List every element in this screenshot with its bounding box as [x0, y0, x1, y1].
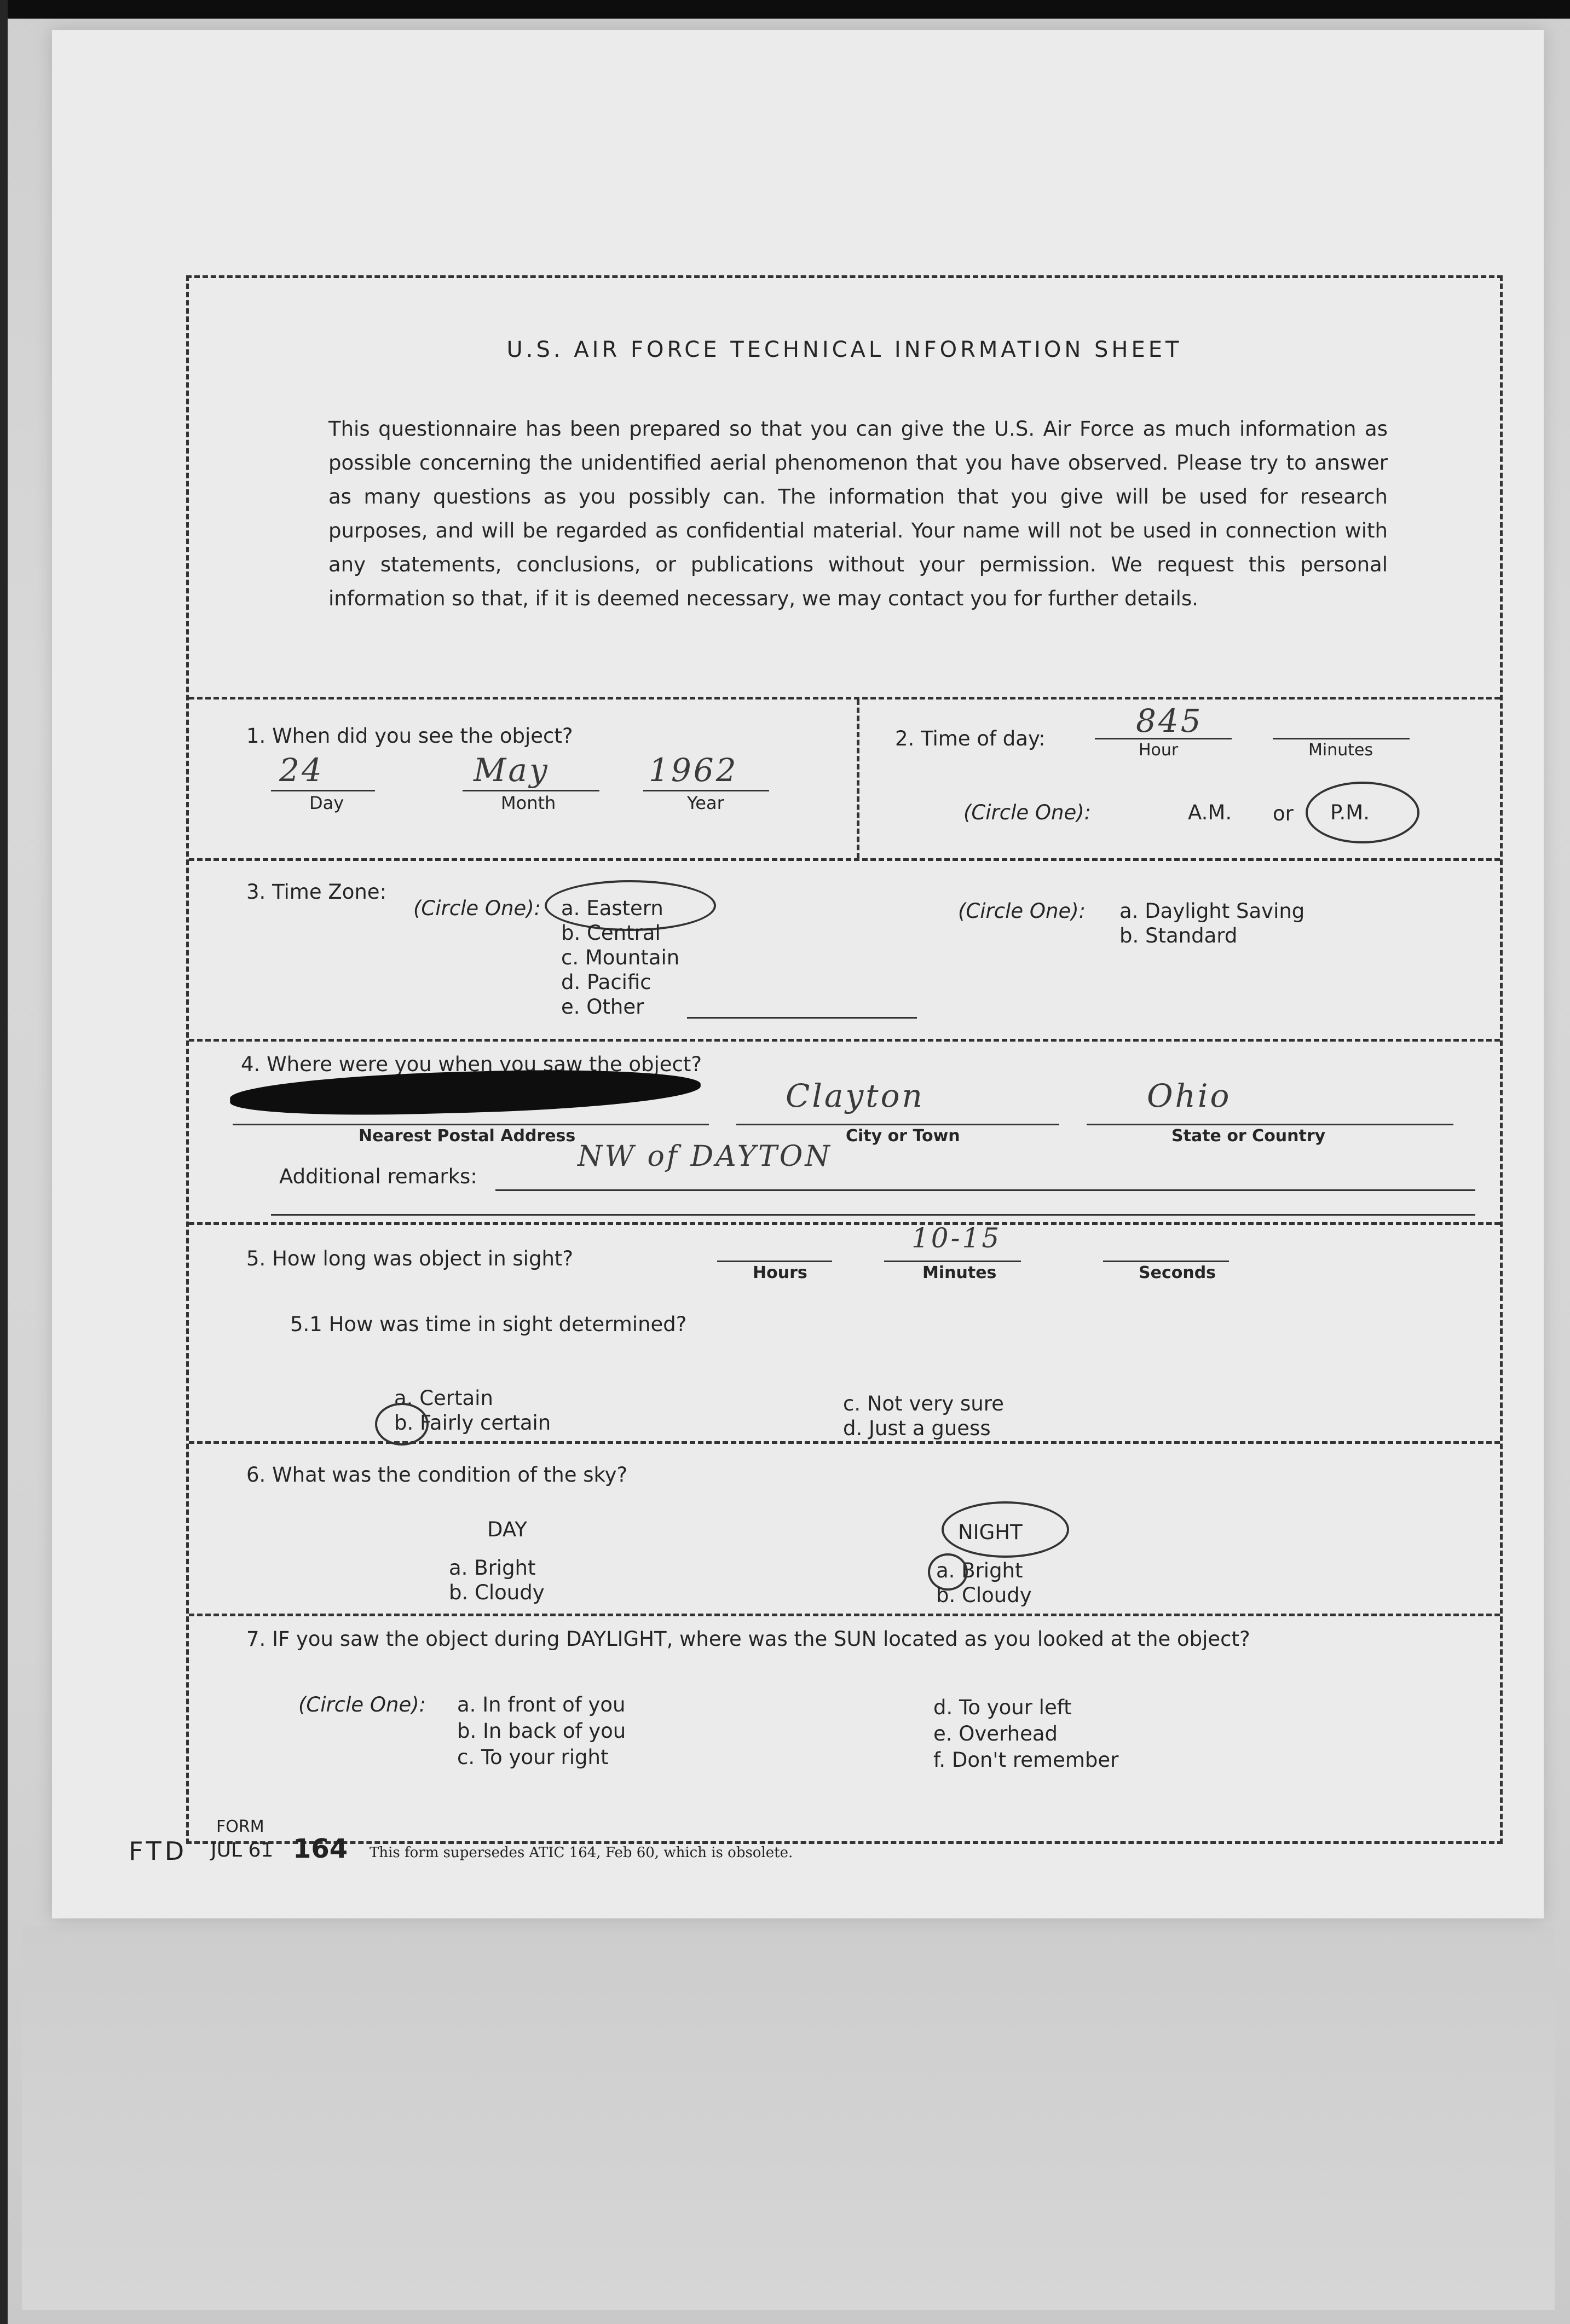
q3-label: 3. Time Zone:	[246, 880, 387, 904]
q6-night-option-bright[interactable]: a. Bright	[936, 1559, 1023, 1582]
q4-city-caption: City or Town	[846, 1126, 960, 1146]
q5-option-not-very-sure[interactable]: c. Not very sure	[843, 1392, 1004, 1415]
q5-option-fairly-certain[interactable]: b. Fairly certain	[394, 1411, 551, 1435]
q4-remarks-line-2	[271, 1214, 1475, 1216]
q5-minutes-caption: Minutes	[922, 1263, 997, 1282]
q4-nearest-caption: Nearest Postal Address	[359, 1126, 576, 1146]
q2-pm-option[interactable]: P.M.	[1330, 801, 1370, 824]
q4-remarks-line	[495, 1189, 1475, 1191]
q1-year-value[interactable]: 1962	[649, 751, 738, 789]
q3-option-mountain[interactable]: c. Mountain	[561, 946, 680, 969]
q7-option-right[interactable]: c. To your right	[457, 1745, 609, 1769]
q2-am-option[interactable]: A.M.	[1188, 801, 1232, 824]
q2-hour-value[interactable]: 845	[1136, 702, 1203, 739]
section-sky-condition	[189, 1441, 1500, 1614]
q3-ds-circle-label: (Circle One):	[958, 899, 1086, 923]
q7-option-in-front[interactable]: a. In front of you	[457, 1693, 626, 1716]
q7-label: 7. IF you saw the object during DAYLIGHT, where was the SUN located as you looked at the object?	[246, 1627, 1250, 1651]
q3-option-pacific[interactable]: d. Pacific	[561, 970, 651, 994]
q4-label: 4. Where were you when you saw the object?	[241, 1053, 702, 1076]
film-edge-top	[0, 0, 1570, 19]
q1-day-line	[271, 790, 375, 791]
q3-option-standard[interactable]: b. Standard	[1119, 924, 1238, 947]
q1-month-caption: Month	[501, 793, 556, 813]
q3-other-line	[687, 1017, 917, 1019]
q5-minutes-line	[884, 1261, 1021, 1262]
q4-city-value[interactable]: Clayton	[786, 1077, 925, 1114]
q2-hour-line	[1095, 738, 1232, 739]
q1-year-line	[643, 790, 769, 791]
footer-form-number: 164	[293, 1834, 348, 1864]
q6-day-option-bright[interactable]: a. Bright	[449, 1556, 536, 1580]
q1-month-value[interactable]: May	[474, 751, 550, 789]
form-sheet	[52, 30, 1544, 1918]
footer-note: This form supersedes ATIC 164, Feb 60, which is obsolete.	[370, 1845, 793, 1861]
q5-option-certain[interactable]: a. Certain	[394, 1386, 493, 1410]
section-location	[189, 1039, 1500, 1222]
q6-day-option-cloudy[interactable]: b. Cloudy	[449, 1581, 545, 1604]
q5-minutes-value[interactable]: 10-15	[911, 1222, 1002, 1254]
q3-option-other[interactable]: e. Other	[561, 995, 644, 1019]
q2-minutes-caption: Minutes	[1308, 741, 1373, 760]
q3-option-daylight-saving[interactable]: a. Daylight Saving	[1119, 899, 1305, 923]
q2-circle-label: (Circle One):	[963, 801, 1092, 824]
q7-option-in-back[interactable]: b. In back of you	[457, 1719, 626, 1743]
q5-seconds-line	[1103, 1261, 1229, 1262]
q3-circle-label: (Circle One):	[413, 897, 541, 920]
q1-month-line	[463, 790, 599, 791]
q1-label: 1. When did you see the object?	[246, 724, 573, 748]
film-edge-left	[0, 0, 8, 2324]
q3-option-central[interactable]: b. Central	[561, 921, 661, 945]
q4-state-caption: State or Country	[1171, 1126, 1326, 1146]
q6-night-circle-mark	[942, 1501, 1069, 1558]
q4-city-line	[736, 1124, 1059, 1125]
q6-night-option-cloudy[interactable]: b. Cloudy	[936, 1583, 1032, 1607]
q2-or: or	[1273, 802, 1294, 825]
q5-seconds-caption: Seconds	[1139, 1263, 1216, 1282]
q7-option-overhead[interactable]: e. Overhead	[933, 1722, 1058, 1745]
q4-state-line	[1087, 1124, 1453, 1125]
q5-hours-caption: Hours	[753, 1263, 807, 1282]
q4-remarks-label: Additional remarks:	[279, 1165, 477, 1188]
q5-fairly-certain-circle-mark	[375, 1403, 429, 1446]
q3-option-eastern[interactable]: a. Eastern	[561, 897, 663, 920]
q4-address-line	[233, 1124, 709, 1125]
q2-hour-caption: Hour	[1139, 741, 1179, 760]
q1-day-caption: Day	[309, 793, 344, 813]
intro-paragraph: This questionnaire has been prepared so that you can give the U.S. Air Force as much information as possible concerning the unidentified aerial phenomenon that you have observed. Please try to answer as many questions as you possibly can. The information that you give will be used for research purposes, and will be regarded as confidential material. Your name will not be used in connection with any statements, conclusions, or publications without your permission. We request this personal information so that, if it is deemed necessary, we may contact you for further details.	[328, 417, 1388, 610]
q4-state-value[interactable]: Ohio	[1147, 1077, 1232, 1114]
q5-option-just-a-guess[interactable]: d. Just a guess	[843, 1417, 991, 1440]
q2-label: 2. Time of day:	[895, 727, 1046, 750]
section-sun-position	[189, 1614, 1500, 1847]
section-date-time	[189, 697, 1500, 858]
q5-label: 5. How long was object in sight?	[246, 1247, 574, 1270]
q7-option-left[interactable]: d. To your left	[933, 1696, 1072, 1719]
q5-hours-line	[717, 1261, 832, 1262]
q2-minutes-line	[1273, 738, 1410, 739]
q1-day-value[interactable]: 24	[279, 751, 324, 789]
footer-form-word: FORM	[216, 1817, 264, 1836]
footer-ftd: FTD	[129, 1836, 188, 1866]
footer-date: JUL 61	[211, 1839, 274, 1861]
section-divider	[857, 699, 859, 858]
underlying-page	[22, 1927, 1555, 2310]
q5-1-label: 5.1 How was time in sight determined?	[290, 1313, 687, 1336]
q7-option-dont-remember[interactable]: f. Don't remember	[933, 1748, 1119, 1772]
q7-circle-label: (Circle One):	[298, 1693, 426, 1716]
q6-day-heading: DAY	[487, 1518, 527, 1541]
q2-pm-circle-mark	[1306, 782, 1419, 843]
form-frame	[186, 275, 1503, 1844]
q4-remarks-value[interactable]: NW of DAYTON	[578, 1140, 832, 1173]
q1-year-caption: Year	[687, 793, 724, 813]
section-duration	[189, 1222, 1500, 1441]
q6-night-heading[interactable]: NIGHT	[958, 1521, 1023, 1544]
form-title: U.S. AIR FORCE TECHNICAL INFORMATION SHEET	[506, 337, 1182, 362]
section-time-zone	[189, 858, 1500, 1039]
q6-label: 6. What was the condition of the sky?	[246, 1463, 628, 1487]
